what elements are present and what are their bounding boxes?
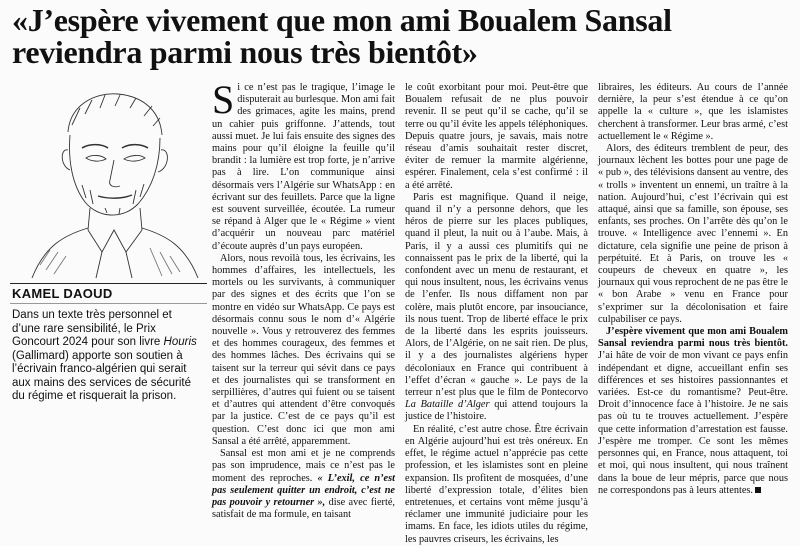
author-portrait-sketch bbox=[10, 80, 205, 280]
drop-cap: S bbox=[212, 77, 235, 122]
article-paragraph: Paris est magnifique. Quand il neige, quand il n’y a personne dehors, que les héros de pierre sur les places publiques, quand il pleut, la nuit ou à l’aube. Mais, à Paris, il y a aussi ces plumitifs qui ne connaissent pas le prix de la liberté, qui la confondent avec un menu de restaurant, et qui nous insultent, nous, les écrivains venus de l’enfer. Ils nous diffament non par colère, mais plutôt encore, par insouciance, ils nous tuent. Trop de liberté efface le prix de la liberté dans les esprits jouisseurs. Alors, de l’Algérie, on ne sait rien. De plus, il y a des journalistes algériens hyper décoloniaux en France qui contribuent à l’effet d’écran « gauche ». Le pays de la terreur n’est plus que le film de Pontecorvo La Bataille d’Alger qui attend toujours la justice de l’histoire. bbox=[405, 191, 588, 423]
article-column-1 bbox=[212, 77, 395, 521]
film-title: La Bataille d’Alger bbox=[405, 399, 490, 411]
end-of-article-mark bbox=[755, 487, 761, 493]
article-paragraph: Alors, des éditeurs tremblent de peur, des journaux lèchent les bottes pour une page de « pub », des télévisions dansent au ventre, des « trolls » inventent un ennemi, un traître à la nation. Aujourd’hui, c’est l’écrivain qui est attaqué, ainsi que sa famille, son épouse, ses enfants, ses proches. On l’arrête dès qu’on le trouve. « Intelligence avec l’ennemi ». En dictature, cela signifie une peine de prison à perpétuité. Et à Paris, on trouve les « coupeurs de cheveux en quatre », les journaux qui vous reprochent de ne pas être le « bon Arabe » venu en France pour s’exprimer sur la décolonisation et faire culpabiliser ce pays. bbox=[598, 143, 788, 325]
article-paragraph: Sansal est mon ami et je ne comprends pas son imprudence, mais ce n’est pas le moment des reproches. « L’exil, ce n’est pas seulement quitter un endroit, c’est ne pas pouvoir y retourner », dise avec fierté, satisfait de ma formule, en taisant bbox=[212, 448, 395, 521]
article-paragraph: Alors, nous revoilà tous, les écrivains, les hommes d’affaires, les intellectuels, les mortels ou les survivants, à communiquer par des signes et des écrits que l’on se montre en vidéo sur WhatsApp. Ce pays est désormais connu sous le nom d’« Algérie nouvelle ». Vous y retrouverez des femmes et des hommes courageux, des femmes et des hommes lâches. Des écrivains qui se taisent sur la terreur qui sévit dans ce pays et des journalistes qui se transforment en serpillières, d’autres qui fuient ou se taisent et d’autres qui attendent d’être convoqués par la justice. C’est de ce pays qu’il est question. C’est donc ici que mon ami Sansal a été arrêté, apparemment. bbox=[212, 252, 395, 447]
article-column-3 bbox=[598, 82, 788, 497]
article-headline: «J’espère vivement que mon ami Boualem Sansal reviendra parmi nous très bientôt» bbox=[12, 2, 672, 70]
article-paragraph: Si ce n’est pas le tragique, l’image le disputerait au burlesque. Mon ami fait des grimaces, agite les mains, prend un cahier puis griffonne. J’attends, tout aussi muet. Je lui fais ensuite des signes des mains pour qu’il éloigne la feuille qu’il brandit : la lumière est trop forte, je n’arrive pas à lire. L’on communique ainsi désormais vers l’Algérie sur WhatsApp : en écrivant sur des feuillets. Parce que la ligne est souvent surveillée, écoutée. La rumeur se répand à Alger que le « Régime » vient d’acquérir un nouveau parc matériel d’écoute auprès d’un pays européen. bbox=[212, 77, 395, 252]
article-paragraph: le coût exorbitant pour moi. Peut-être que Boualem refusait de ne plus pouvoir revenir. Il se peut qu’il se cache, qu’il se terre ou qu’il évite les appels téléphoniques. Depuis quatre jours, je savais, mais notre réseau d’amis souhaitait rester discret, éviter de remuer la marmite algérienne, espérer. Finalement, cela s’est confirmé : il a été arrêté. bbox=[405, 82, 588, 191]
author-bio: Dans un texte très personnel et d’une rare sensibilité, le Prix Goncourt 2024 pour son livre Houris (Gallimard) apporte son soutien à l’écrivain franco-algérien qui serait aux mains des services de sécurité du régime et risquerait la prison. bbox=[12, 309, 197, 402]
author-byline: KAMEL DAOUD bbox=[10, 283, 207, 304]
emphasized-statement: J’espère vivement que mon ami Boualem Sansal reviendra parmi nous très bientôt. bbox=[598, 326, 788, 350]
article-paragraph: J’espère vivement que mon ami Boualem Sansal reviendra parmi nous très bientôt. J’ai hâte de voir de mon vivant ce pays enfin indépendant et digne, accueillant enfin ses différences et ses histoires passionnantes et variées. Est-ce du romantisme? Peut-être. Droit d’innocence face à l’histoire. Je ne sais pas où tu te trouves actuellement. J’espère que cette information d’arrestation est fausse. J’espère me tromper. Ce sont les mêmes personnes qui, en France, nous attaquent, toi et moi, qui nous insultent, qui nous traînent dans la boue de leur mépris, parce que nous ne correspondons pas à leurs attentes. bbox=[598, 326, 788, 496]
article-column-2 bbox=[405, 82, 588, 546]
article-paragraph: En réalité, c’est autre chose. Être écrivain en Algérie aujourd’hui est très onéreux. En effet, le régime actuel n’apprécie pas cette profession, et les islamistes sont en pleine expansion. Ils profitent de mosquées, d’une liberté d’expression totale, d’élites bien entretenues, et certains vont même jusqu’à réclamer une immunité judiciaire pour les imams. En face, les idiots utiles du régime, les pauvres criseurs, les écrivains, les bbox=[405, 423, 588, 545]
article-quote: « L’exil, ce n’est pas seulement quitter un endroit, c’est ne pas pouvoir y retourner », bbox=[212, 472, 395, 508]
article-paragraph: libraires, les éditeurs. Au cours de l’année dernière, la peur s’est étendue à ce qu’on appelle la « culture », que les islamistes cherchent à transformer. Leur bras armé, c’est actuellement le « Régime ». bbox=[598, 82, 788, 142]
